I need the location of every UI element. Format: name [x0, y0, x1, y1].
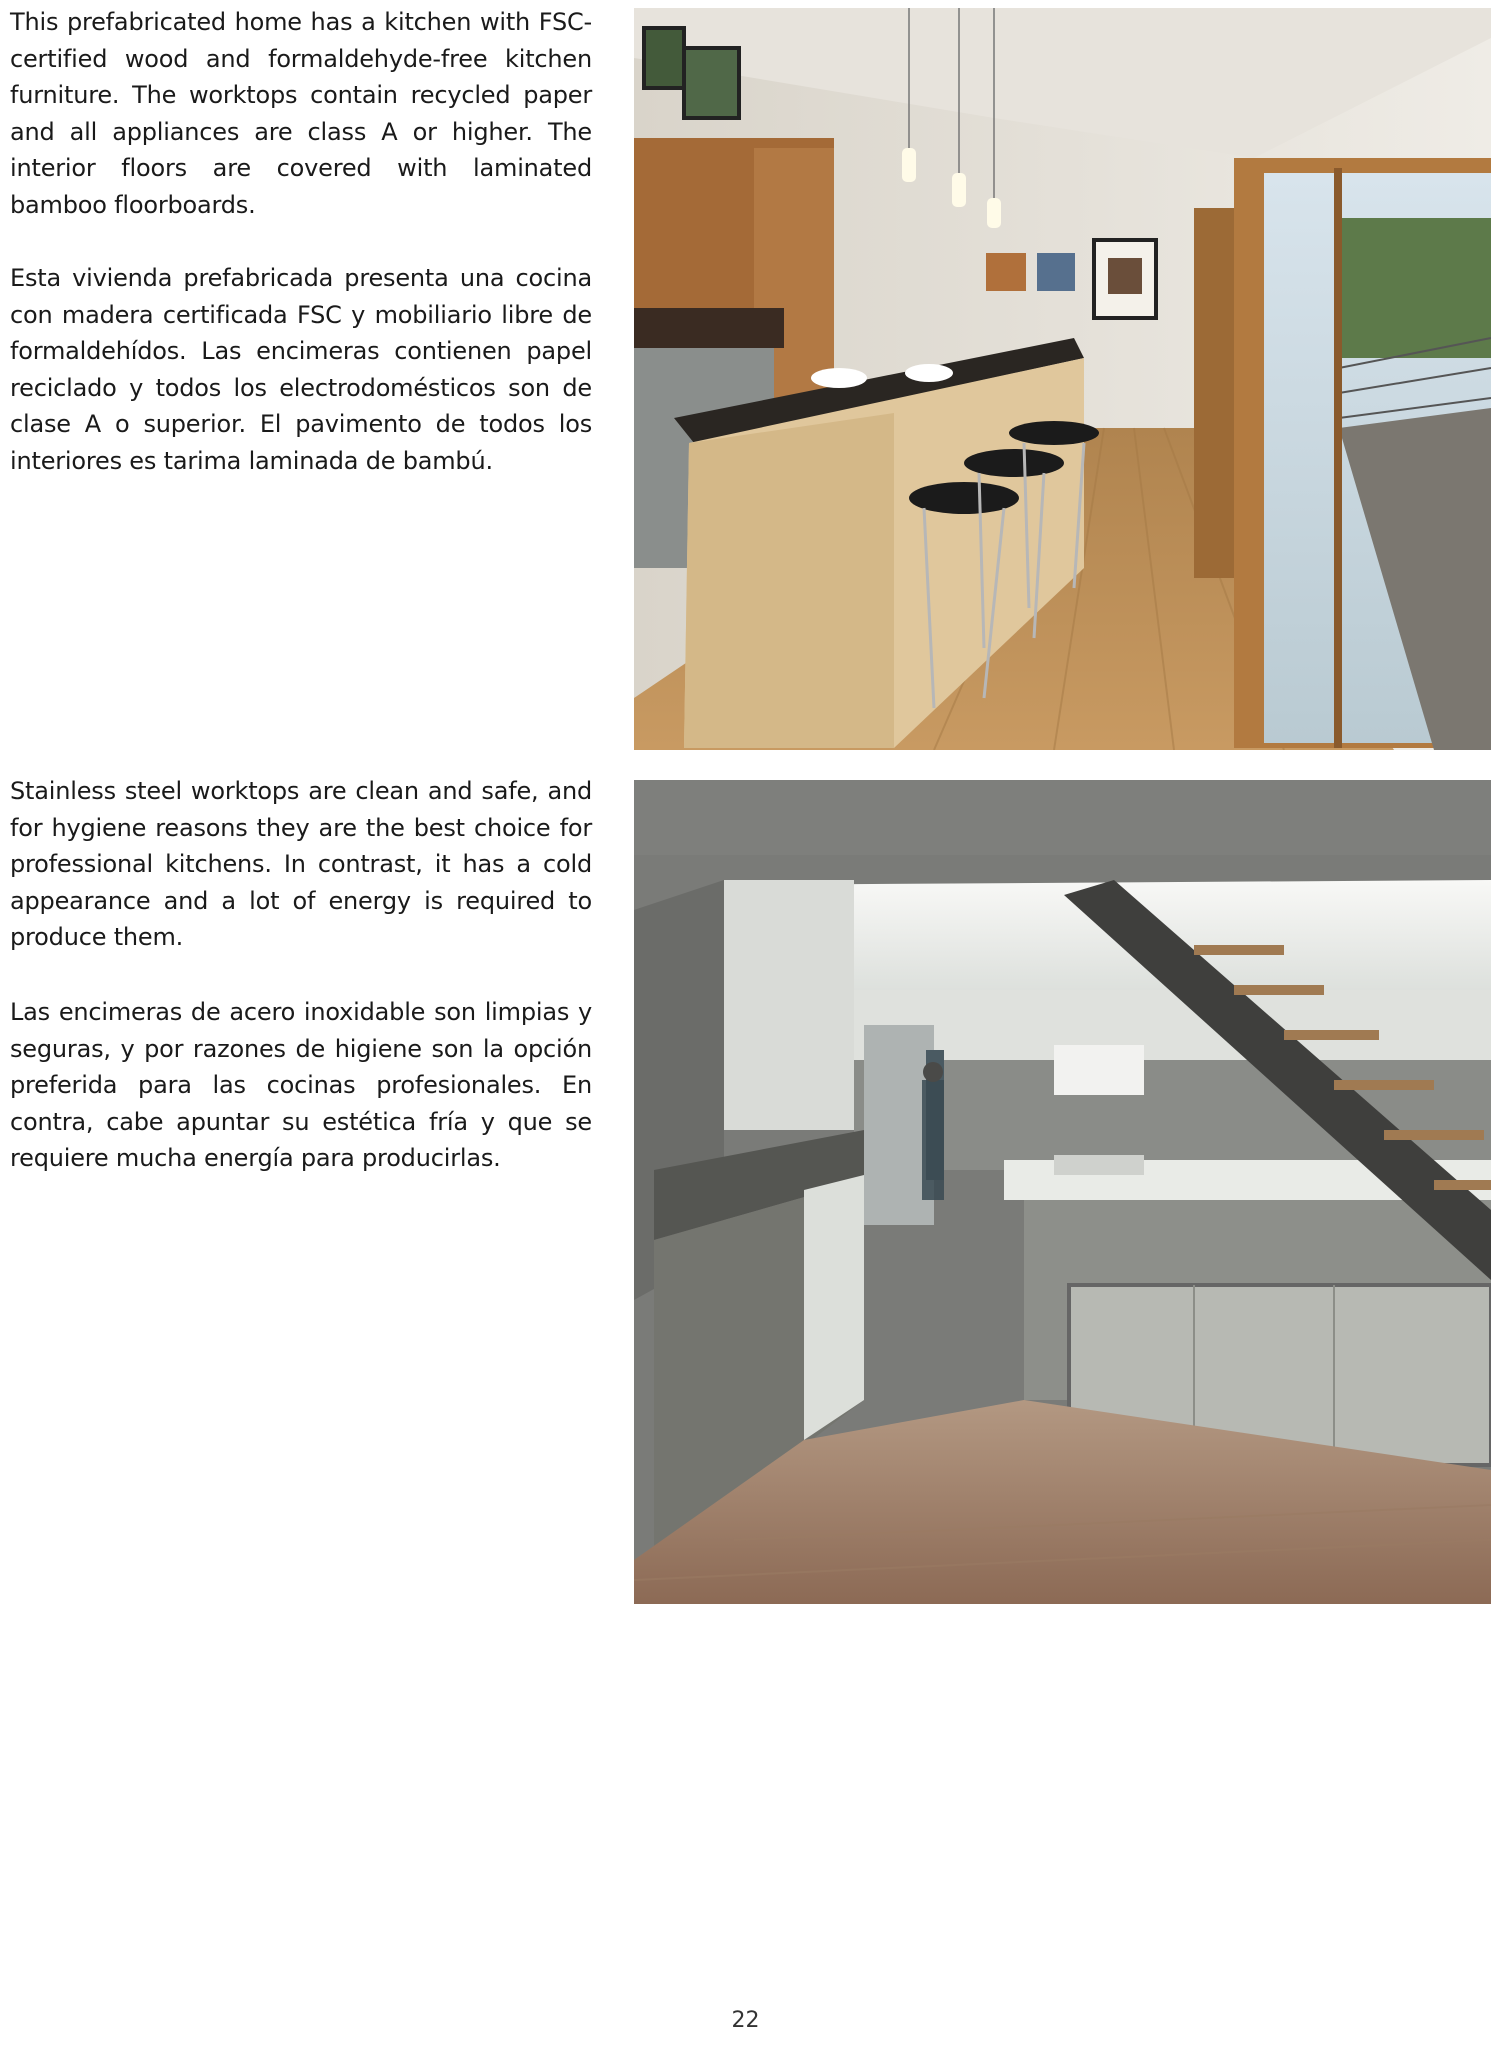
page-number: 22	[731, 2008, 760, 2033]
photo-bamboo-kitchen	[634, 8, 1491, 750]
paragraph-kitchen-spanish: Esta vivienda prefabricada presenta una cocina con madera certificada FSC y mobiliario libre de formaldehídos. Las encimeras contienen papel reciclado y todos los electrodomésticos son de clase A o superior. El pavimento de todos los interiores es tarima laminada de bambú.	[10, 264, 592, 475]
photo-steel-kitchen	[634, 780, 1491, 1604]
paragraph-steel-spanish: Las encimeras de acero inoxidable son limpias y seguras, y por razones de higiene son la opción preferida para las cocinas profesionales. En contra, cabe apuntar su estética fría y que se requiere mucha energía para producirlas.	[10, 998, 592, 1173]
paragraph-steel-english: Stainless steel worktops are clean and safe, and for hygiene reasons they are the best choice for professional kitchens. In contrast, it has a cold appearance and a lot of energy is required to produce them.	[10, 777, 592, 952]
paragraph-kitchen-english: This prefabricated home has a kitchen with FSC-certified wood and formaldehyde-free kitchen furniture. The worktops contain recycled paper and all appliances are class A or higher. The interior floors are covered with laminated bamboo floorboards.	[10, 8, 592, 219]
